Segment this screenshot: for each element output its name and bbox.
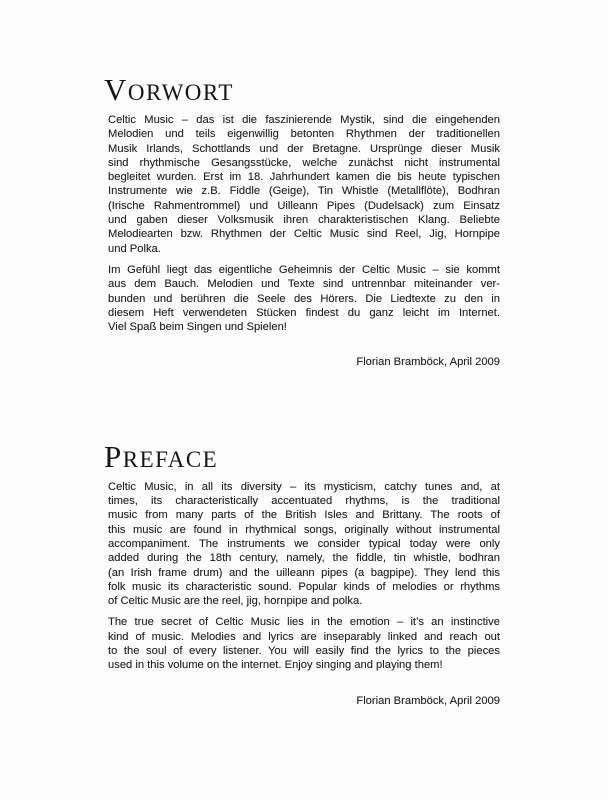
- text-line: Viel Spaß beim Singen und Spielen!: [108, 321, 287, 334]
- text-line: this music are found in rhythmical songs, originally without instrumental: [108, 523, 500, 536]
- vorwort-signature: Florian Bramböck, April 2009: [356, 356, 500, 369]
- paragraph: [108, 480, 500, 609]
- text-line: Musik Irlands, Schottlands und der Bretagne. Ursprünge dieser Musik: [108, 142, 500, 155]
- text-line: und Polka.: [108, 242, 161, 255]
- preface-paragraphs: [108, 480, 500, 673]
- text-line: added during the 18th century, namely, the fiddle, tin whistle, bodhran: [108, 552, 500, 565]
- vorwort-paragraphs: [108, 113, 500, 334]
- text-line: music from many parts of the British Isles and Brittany. The roots of: [108, 509, 500, 522]
- paragraph: [108, 615, 500, 672]
- text-line: times, its characteristically accentuated rhythms, is the traditional: [108, 495, 500, 508]
- text-line: aus dem Bauch. Melodien und Texte sind untrennbar miteinander ver-: [108, 278, 500, 291]
- section-preface: [104, 438, 500, 708]
- text-line: (an Irish frame drum) and the uilleann pipes (a bagpipe). They lend this: [108, 566, 500, 579]
- text-line: Melodien und teils eigenwillig betonten Rhythmen der traditionellen: [108, 128, 500, 141]
- page-content: [104, 72, 500, 708]
- preface-signature: Florian Bramböck, April 2009: [356, 694, 500, 707]
- text-line: Celtic Music, in all its diversity – its mysticism, catchy tunes and, at: [108, 480, 500, 493]
- text-line: The true secret of Celtic Music lies in the emotion – it’s an instinctive: [108, 616, 500, 629]
- preface-heading: [104, 438, 500, 474]
- text-line: diesem Heft verwendeten Stücken findest du ganz leicht im Internet.: [108, 306, 500, 319]
- text-line: to the soul of every listener. You will easily find the lyrics to the pieces: [108, 645, 500, 658]
- section-vorwort: [104, 72, 500, 370]
- text-line: folk music its characteristic sound. Popular kinds of melodies or rhythms: [108, 580, 500, 593]
- text-line: begleitet wurden. Erst im 18. Jahrhundert kamen die bis heute typischen: [108, 171, 500, 184]
- text-line: und gaben dieser Volksmusik ihren charakteristischen Klang. Beliebte: [108, 214, 500, 227]
- text-line: bunden und berühren die Seele des Hörers. Die Liedtexte zu den in: [108, 292, 500, 305]
- text-line: accompaniment. The instruments we consider typical today were only: [108, 537, 500, 550]
- text-line: Im Gefühl liegt das eigentliche Geheimnis der Celtic Music – sie kommt: [108, 263, 500, 276]
- paragraph: [108, 113, 500, 256]
- vorwort-heading-rest: ORWORT: [127, 80, 234, 105]
- preface-heading-rest: REFACE: [122, 446, 219, 472]
- preface-heading-initial: P: [104, 438, 123, 474]
- text-line: (Irische Rahmentrommel) und Uilleann Pipes (Dudelsack) zum Einsatz: [108, 199, 500, 212]
- paragraph: [108, 263, 500, 334]
- vorwort-heading: [104, 72, 500, 107]
- text-line: sind rhythmische Gesangsstücke, welche zunächst nicht instrumental: [108, 156, 500, 169]
- text-line: Melodiearten bzw. Rhythmen der Celtic Music sind Reel, Jig, Hornpipe: [108, 228, 500, 241]
- text-line: of Celtic Music are the reel, jig, hornpipe and polka.: [108, 595, 363, 608]
- text-line: kind of music. Melodies and lyrics are inseparably linked and reach out: [108, 630, 500, 643]
- text-line: Celtic Music – das ist die faszinierende Mystik, sind die eingehenden: [108, 114, 500, 126]
- text-line: Instrumente wie z.B. Fiddle (Geige), Tin Whistle (Metallflöte), Bodhran: [108, 185, 500, 198]
- text-line: used in this volume on the internet. Enjoy singing and playing them!: [108, 659, 443, 672]
- vorwort-heading-initial: V: [104, 72, 128, 107]
